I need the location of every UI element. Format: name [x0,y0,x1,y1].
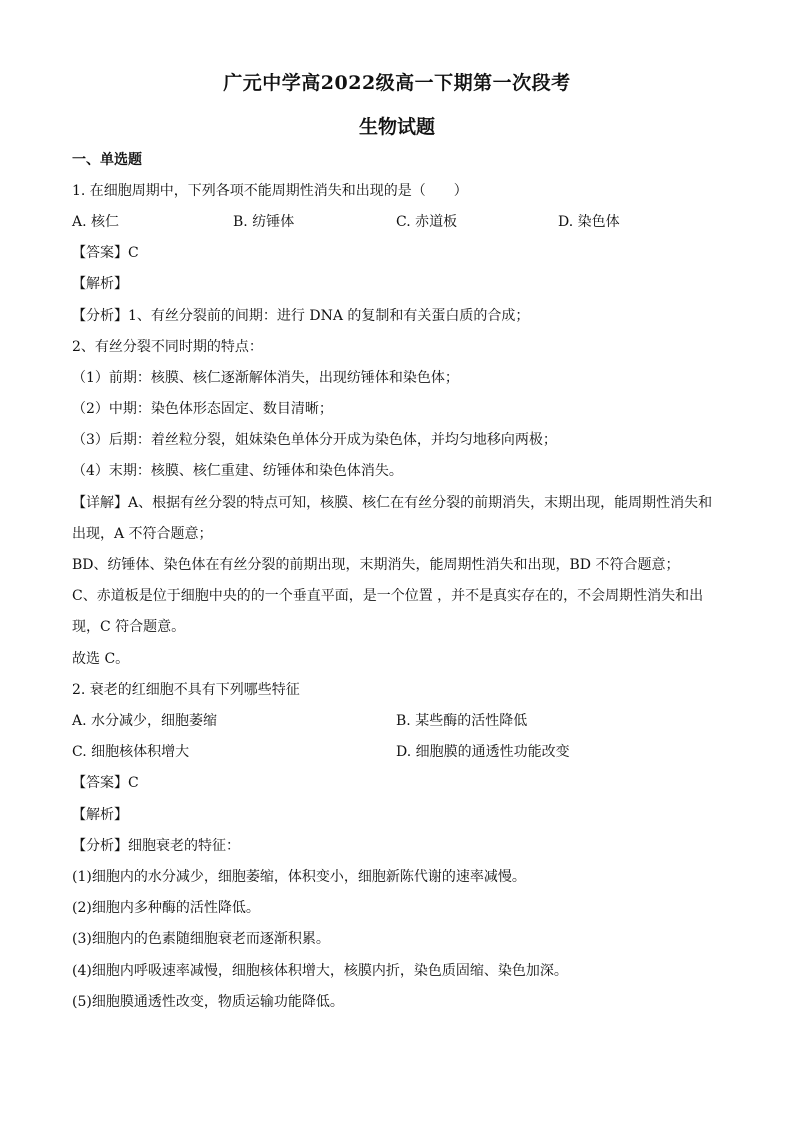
section-heading: 一、单选题 [72,152,142,168]
question-1-line: （1）前期：核膜、核仁逐渐解体消失，出现纺锤体和染色体； [72,370,459,386]
question-1-option-a: A. 核仁 [72,214,120,230]
question-2-line: (2)细胞内多种酶的活性降低。 [72,900,260,916]
question-1-line: 出现，A 不符合题意； [72,526,213,542]
question-1-line: 故选 C。 [72,651,130,667]
question-1-line: 2、有丝分裂不同时期的特点： [72,339,263,355]
question-2-line: (3)细胞内的色素随细胞衰老而逐渐积累。 [72,931,330,947]
document-subtitle: 生物试题 [358,116,435,138]
document-title: 广元中学高2022级高一下期第一次段考 [223,72,571,94]
question-1-line: C、赤道板是位于细胞中央的的一个垂直平面，是一个位置 ，并不是真实存在的，不会周期性消失和出 [72,588,704,604]
question-2-analysis-label: 【解析】 [72,807,128,823]
question-2-line: (1)细胞内的水分减少，细胞萎缩，体积变小，细胞新陈代谢的速率减慢。 [72,869,526,885]
question-2-line: (5)细胞膜通透性改变，物质运输功能降低。 [72,994,344,1010]
question-2-option-c: C. 细胞核体积增大 [72,744,190,760]
question-1-line: 【分析】1、有丝分裂前的间期：进行 DNA 的复制和有关蛋白质的合成； [72,308,530,324]
question-1-analysis-label: 【解析】 [72,276,128,292]
question-1-option-c: C. 赤道板 [396,214,458,230]
question-2-option-b: B. 某些酶的活性降低 [396,713,528,729]
question-1-option-d: D. 染色体 [558,214,620,230]
question-1-line: BD、纺锤体、染色体在有丝分裂的前期出现，末期消失，能周期性消失和出现，BD 不符合题意； [72,557,680,573]
question-1-line: （3）后期：着丝粒分裂，姐妹染色单体分开成为染色体，并均匀地移向两极； [72,432,557,448]
question-1-line: （4）末期：核膜、核仁重建、纺锤体和染色体消失。 [72,463,403,479]
question-2-option-a: A. 水分减少，细胞萎缩 [72,713,218,729]
question-2-line: (4)细胞内呼吸速率减慢，细胞核体积增大，核膜内折，染色质固缩、染色加深。 [72,963,568,979]
question-1-stem: 1. 在细胞周期中，下列各项不能周期性消失和出现的是（ ） [72,183,468,199]
question-1-line: 现，C 符合题意。 [72,619,186,635]
question-2-stem: 2. 衰老的红细胞不具有下列哪些特征 [72,682,300,698]
question-2-line: 【分析】细胞衰老的特征： [72,838,240,854]
question-1-option-b: B. 纺锤体 [233,214,295,230]
question-2-option-d: D. 细胞膜的通透性功能改变 [396,744,570,760]
question-1-answer: 【答案】C [72,245,139,261]
question-1-line: （2）中期：染色体形态固定、数目清晰； [72,401,333,417]
question-2-answer: 【答案】C [72,775,139,791]
question-1-line: 【详解】A、根据有丝分裂的特点可知，核膜、核仁在有丝分裂的前期消失，末期出现，能周期性消失和 [72,495,713,511]
